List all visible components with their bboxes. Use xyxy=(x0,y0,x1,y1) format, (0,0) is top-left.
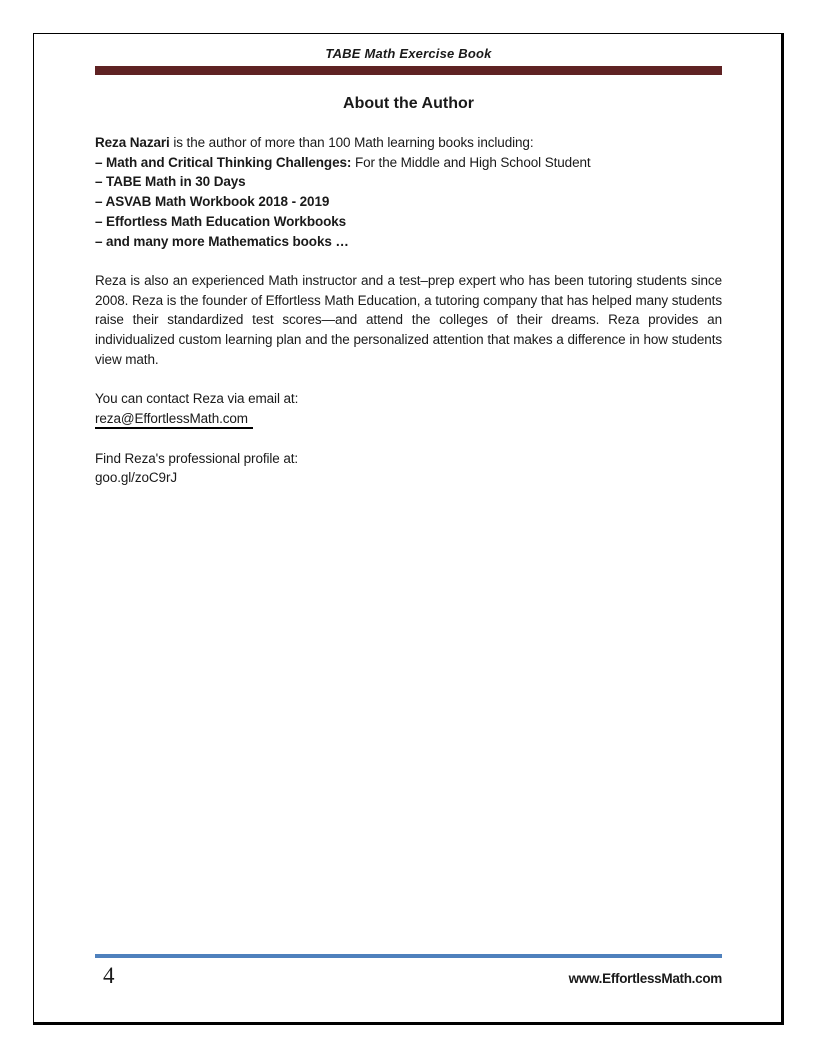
intro-line xyxy=(95,133,722,153)
page-title: About the Author xyxy=(343,95,474,112)
profile-url: goo.gl/zoC9rJ xyxy=(95,470,177,486)
running-header-title: TABE Math Exercise Book xyxy=(325,46,492,61)
footer-site-url: www.EffortlessMath.com xyxy=(568,971,722,986)
book-list-item xyxy=(95,192,722,212)
page-footer xyxy=(95,954,722,989)
book-title-rest: For the Middle and High School Student xyxy=(351,154,591,170)
book-list-item xyxy=(95,212,722,232)
book-list-item xyxy=(95,153,722,173)
page-content xyxy=(95,33,722,488)
book-list-item xyxy=(95,232,722,252)
bio-paragraph: Reza is also an experienced Math instructor and a test–prep expert who has been tutoring students since 2008. Reza is the founder of Effortless Math Education, a tutoring company that has helped many students raise their standardized test scores—and attend the colleges of their dreams. Reza provides an individualized custom learning plan and the personalized attention that makes a difference in how students view math. xyxy=(95,272,722,367)
book-list-item xyxy=(95,172,722,192)
contact-block xyxy=(95,389,722,429)
book-title-bold: – ASVAB Math Workbook 2018 - 2019 xyxy=(95,194,330,210)
intro-line-rest: is the author of more than 100 Math learning books including: xyxy=(169,135,534,150)
page-number: 4 xyxy=(103,963,115,988)
intro-and-book-list xyxy=(95,133,722,251)
book-title-bold: – Math and Critical Thinking Challenges: xyxy=(95,154,352,170)
email-link[interactable]: reza@EffortlessMath.com xyxy=(95,410,253,429)
profile-label: Find Reza's professional profile at: xyxy=(95,450,299,466)
book-title-bold: – and many more Mathematics books … xyxy=(95,233,349,249)
book-title-bold: – TABE Math in 30 Days xyxy=(95,174,246,190)
footer-row xyxy=(95,963,722,989)
footer-rule xyxy=(95,954,722,958)
author-name: Reza Nazari xyxy=(95,135,170,150)
profile-block xyxy=(95,449,722,488)
header-rule xyxy=(95,66,722,75)
email-label: You can contact Reza via email at: xyxy=(95,391,299,407)
book-title-bold: – Effortless Math Education Workbooks xyxy=(95,213,347,229)
